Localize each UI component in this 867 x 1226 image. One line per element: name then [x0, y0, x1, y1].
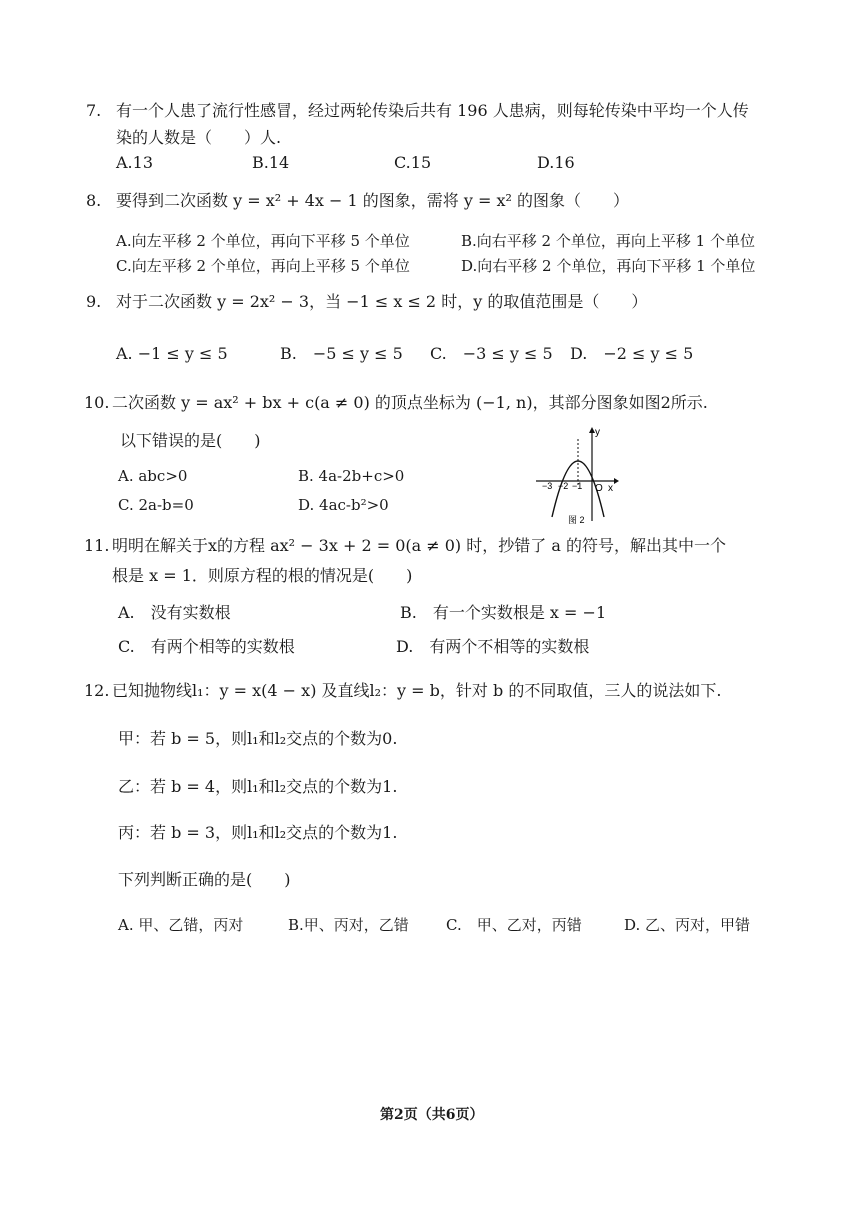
option-a: A.向左平移 2 个单位，再向下平移 5 个单位: [116, 232, 410, 250]
question-text: 已知抛物线l₁：y = x(4 − x) 及直线l₂：y = b，针对 b 的不同取值，三人的说法如下.: [112, 681, 722, 700]
statement-bing: 丙：若 b = 3，则l₁和l₂交点的个数为1.: [118, 823, 398, 842]
option-c: C.15: [394, 153, 432, 172]
axis-y-label: y: [595, 427, 600, 438]
option-c: C. 甲、乙对，丙错: [446, 916, 582, 934]
option-b: B.14: [252, 153, 290, 172]
question-number: 9.: [86, 292, 102, 311]
option-d: D.向右平移 2 个单位，再向下平移 1 个单位: [461, 257, 756, 275]
option-d: D. −2 ≤ y ≤ 5: [570, 344, 694, 363]
question-text: 二次函数 y = ax² + bx + c(a ≠ 0) 的顶点坐标为 (−1, n)，其部分图象如图2所示.: [112, 393, 708, 412]
statement-jia: 甲：若 b = 5，则l₁和l₂交点的个数为0.: [118, 729, 398, 748]
question-number: 11.: [84, 536, 110, 555]
question-text: 有一个人患了流行性感冒，经过两轮传染后共有 196 人患病，则每轮传染中平均一个人传: [116, 101, 749, 120]
option-b: B. 4a-2b+c>0: [298, 467, 405, 485]
option-d: D. 有两个不相等的实数根: [396, 637, 590, 656]
origin-label: O: [595, 483, 603, 494]
option-a: A. −1 ≤ y ≤ 5: [116, 344, 228, 363]
option-c: C. 2a-b=0: [118, 496, 194, 514]
option-a: A. 甲、乙错，丙对: [118, 916, 244, 934]
question-text: 以下错误的是( ): [120, 431, 261, 450]
option-b: B. −5 ≤ y ≤ 5: [280, 344, 403, 363]
question-number: 8.: [86, 191, 102, 210]
option-a: A. 没有实数根: [118, 603, 231, 622]
option-c: C. 有两个相等的实数根: [118, 637, 295, 656]
figure-caption: 图 2: [568, 515, 585, 525]
axis-x-label: x: [608, 483, 613, 494]
option-b: B. 有一个实数根是 x = −1: [400, 603, 607, 622]
option-d: D. 4ac-b²>0: [298, 496, 389, 514]
option-b: B.向右平移 2 个单位，再向上平移 1 个单位: [461, 232, 755, 250]
option-c: C. −3 ≤ y ≤ 5: [430, 344, 553, 363]
x-axis-arrow: [614, 478, 619, 484]
statement-yi: 乙：若 b = 4，则l₁和l₂交点的个数为1.: [118, 777, 398, 796]
question-number: 10.: [84, 393, 110, 412]
question-text: 染的人数是（ ）人.: [116, 128, 282, 147]
question-number: 7.: [86, 101, 102, 120]
tick-label: −1: [572, 481, 583, 491]
option-b: B.甲、丙对，乙错: [288, 916, 409, 934]
question-text: 要得到二次函数 y = x² + 4x − 1 的图象，需将 y = x² 的图象（ ）: [116, 191, 629, 210]
question-prompt: 下列判断正确的是( ): [118, 870, 291, 889]
question-text: 明明在解关于x的方程 ax² − 3x + 2 = 0(a ≠ 0) 时，抄错了 a 的符号，解出其中一个: [112, 536, 726, 555]
option-a: A.13: [116, 153, 153, 172]
question-text: 对于二次函数 y = 2x² − 3，当 −1 ≤ x ≤ 2 时，y 的取值范围是（ ）: [116, 292, 648, 311]
figure-2-parabola: [530, 425, 620, 525]
option-d: D. 乙、丙对，甲错: [624, 916, 751, 934]
option-d: D.16: [537, 153, 575, 172]
tick-label: −3: [542, 481, 553, 491]
question-number: 12.: [84, 681, 110, 700]
option-a: A. abc>0: [118, 467, 188, 485]
option-c: C.向左平移 2 个单位，再向上平移 5 个单位: [116, 257, 410, 275]
question-text: 根是 x = 1．则原方程的根的情况是( ): [112, 566, 413, 585]
page-footer: 第2页（共6页）: [380, 1107, 484, 1123]
tick-label: −2: [558, 481, 569, 491]
